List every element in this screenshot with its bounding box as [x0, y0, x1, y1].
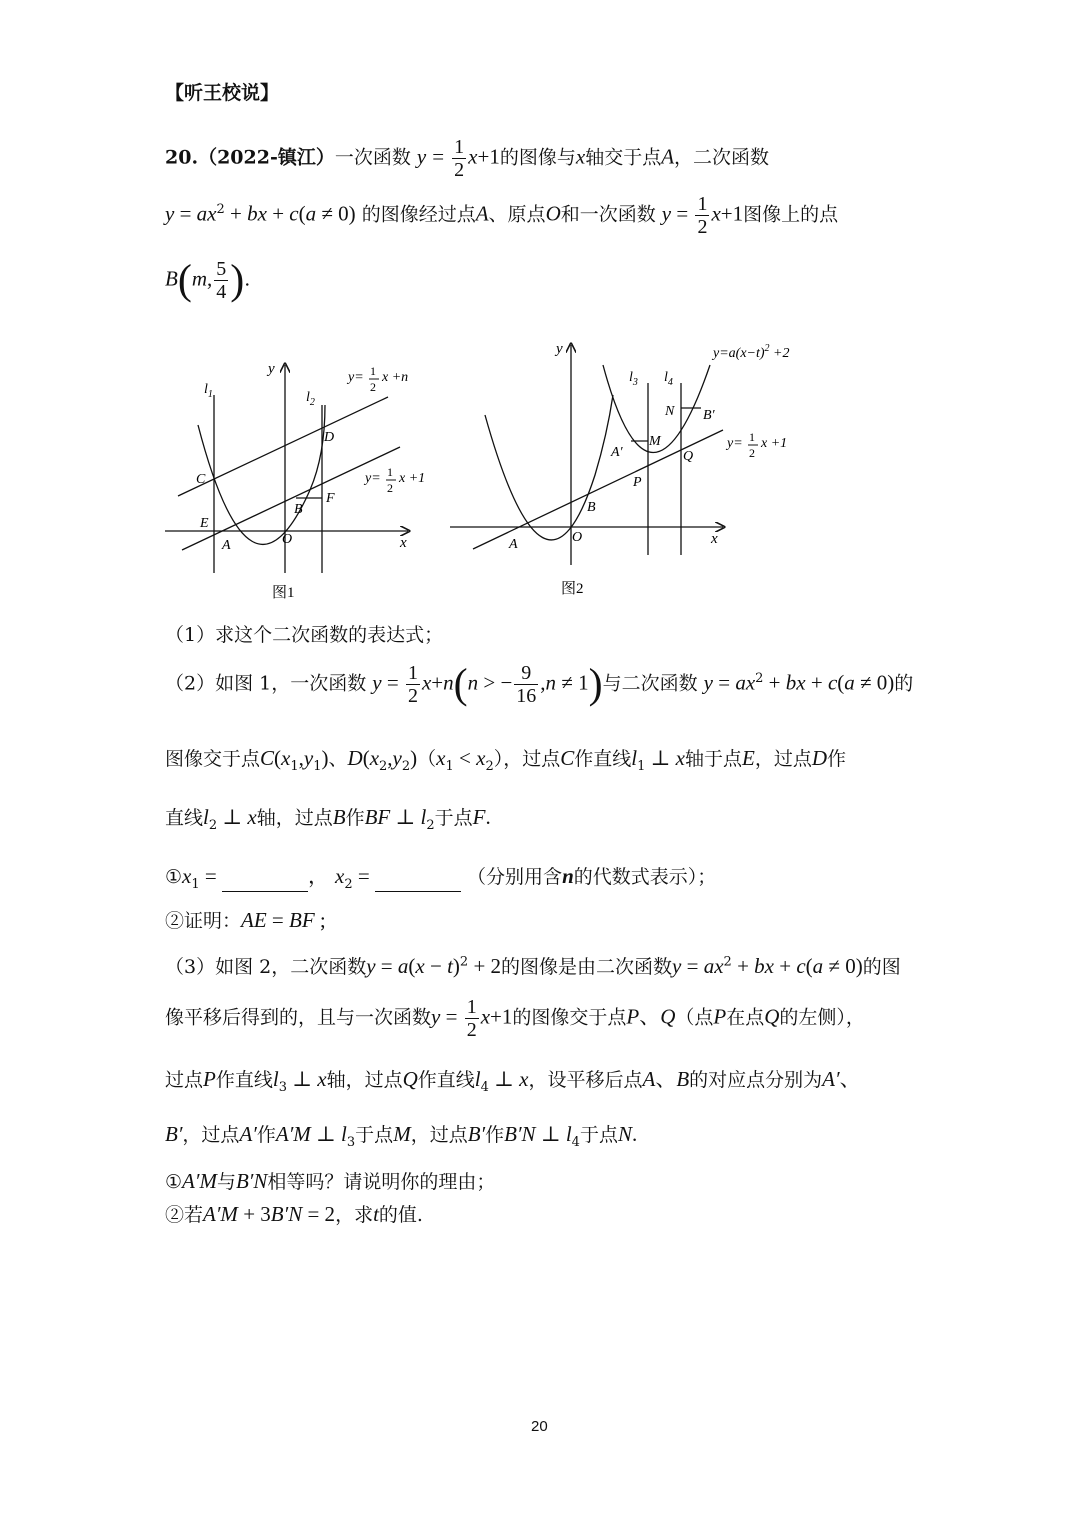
svg-text:x +n: x +n	[382, 370, 409, 385]
svg-text:y=: y=	[365, 471, 381, 486]
part-3-line-2: 像平移后得到的，且与一次函数y = $\frac{1}{2}$ x+1的图像交于点P、Q（点P在点Q的左侧），	[165, 996, 865, 1041]
svg-text:N: N	[665, 404, 675, 419]
part-3-line-1: （3）如图 2，二次函数$y = a(x - t)^2 + 2$的图像是由二次函数$y = ax^2$ + bx + c(a ≠ 0)的图	[165, 954, 901, 978]
part-2-line-2: 图像交于点$C(x_1,y_1)$、$D(x_2,y_2)(x_1 < x_2)$，过点C作直线$l_1$ ⊥ x轴于点E，过点D作	[165, 746, 847, 774]
svg-text:y: y	[268, 361, 275, 377]
svg-text:D: D	[324, 430, 335, 445]
page-number: 20	[531, 1418, 548, 1435]
svg-text:M: M	[649, 434, 661, 449]
svg-text:x +1: x +1	[761, 436, 788, 451]
figure-1	[160, 345, 460, 610]
part-2-question-2: ②证明：AE = BF ;	[165, 908, 326, 932]
fig1-line-top	[178, 397, 388, 496]
svg-text:l1: $l_1$	[204, 382, 213, 400]
svg-text:y=a(x−t)2 +2: $y=a(x-t)^2 +2$	[713, 343, 790, 361]
svg-text:l2: $l_2$	[306, 390, 315, 408]
svg-text:l3: $l_3$	[629, 370, 638, 388]
svg-text:l4: $l_4$	[664, 370, 673, 388]
svg-text:E: E	[200, 516, 209, 531]
svg-text:Q: Q	[683, 449, 694, 464]
svg-text:y=: y=	[727, 436, 743, 451]
part-3-line-4: B′，过点A′作A′M ⊥ $l_3$于点M，过点B′作B′N ⊥ $l_4$于点N.	[165, 1122, 638, 1150]
svg-text:2: 2	[370, 380, 376, 394]
svg-text:1: 1	[749, 430, 755, 444]
problem-line-3: B(m, $\frac{5}{4}$ ).	[165, 257, 251, 304]
fig2-caption: 图2	[561, 581, 584, 597]
header-tag: 【听王校说】	[165, 82, 280, 104]
svg-text:y=: y=	[348, 370, 364, 385]
svg-text:A′: A′	[611, 445, 623, 460]
svg-text:B′: B′	[703, 408, 715, 423]
svg-text:1: 1	[370, 364, 376, 378]
part-2-line-1: （2）如图 1，一次函数 y = $\frac{1}{2}$ x+n(n > − $\frac{9}{16}$ ,n ≠ 1)与二次函数 $y = ax^2$ + bx + c(a ≠ 0)的	[165, 661, 914, 708]
fig1-caption: 图1	[272, 585, 295, 601]
svg-text:B: B	[587, 500, 596, 515]
svg-text:x: x	[711, 531, 718, 547]
svg-text:F: F	[326, 491, 335, 506]
problem-line-1: 20.（2022-镇江）一次函数 y = $\frac{1}{2}$ x+1的图像与x轴交于点A，二次函数	[165, 136, 770, 181]
svg-text:C: C	[196, 472, 206, 487]
fig1-parabola	[198, 405, 325, 544]
svg-text:2: 2	[749, 446, 755, 460]
part-3-question-1: ①A′M与B′N相等吗？请说明你的理由；	[165, 1169, 496, 1193]
figure-2	[445, 335, 835, 605]
svg-text:B: B	[294, 502, 303, 517]
part-2-line-3: 直线$l_2$ ⊥ x轴，过点B作BF ⊥ $l_2$于点F.	[165, 805, 491, 833]
svg-text:x +1: x +1	[399, 471, 426, 486]
svg-text:O: O	[572, 530, 583, 545]
part-2-question-1: $①x_1$ = ， $x_2$ = （分别用含n的代数式表示）；	[165, 864, 717, 892]
fig2-parabola-original	[485, 395, 613, 540]
svg-text:O: O	[282, 532, 293, 547]
svg-text:P: P	[633, 475, 642, 490]
part-1: （1）求这个二次函数的表达式；	[165, 624, 444, 646]
part-3-line-3: 过点P作直线$l_3$ ⊥ x轴，过点Q作直线$l_4$ ⊥ x，设平移后点A、B的对应点分别为A′、	[165, 1067, 861, 1095]
problem-line-2: $y = ax^2$ + bx + c(a ≠ 0) 的图像经过点A、原点O和一次函数 y = $\frac{1}{2}$ x+1图像上的点	[165, 193, 839, 238]
answer-blank-x2[interactable]	[375, 871, 461, 892]
svg-text:1: 1	[387, 465, 393, 479]
svg-text:2: 2	[387, 481, 393, 495]
part-3-question-2: ②若A′M + 3B′N = 2，求t的值.	[165, 1202, 423, 1226]
svg-text:x: x	[400, 535, 407, 551]
svg-text:A: A	[222, 538, 231, 553]
answer-blank-x1[interactable]	[222, 871, 308, 892]
svg-text:A: A	[509, 537, 518, 552]
svg-text:y: y	[556, 341, 563, 357]
